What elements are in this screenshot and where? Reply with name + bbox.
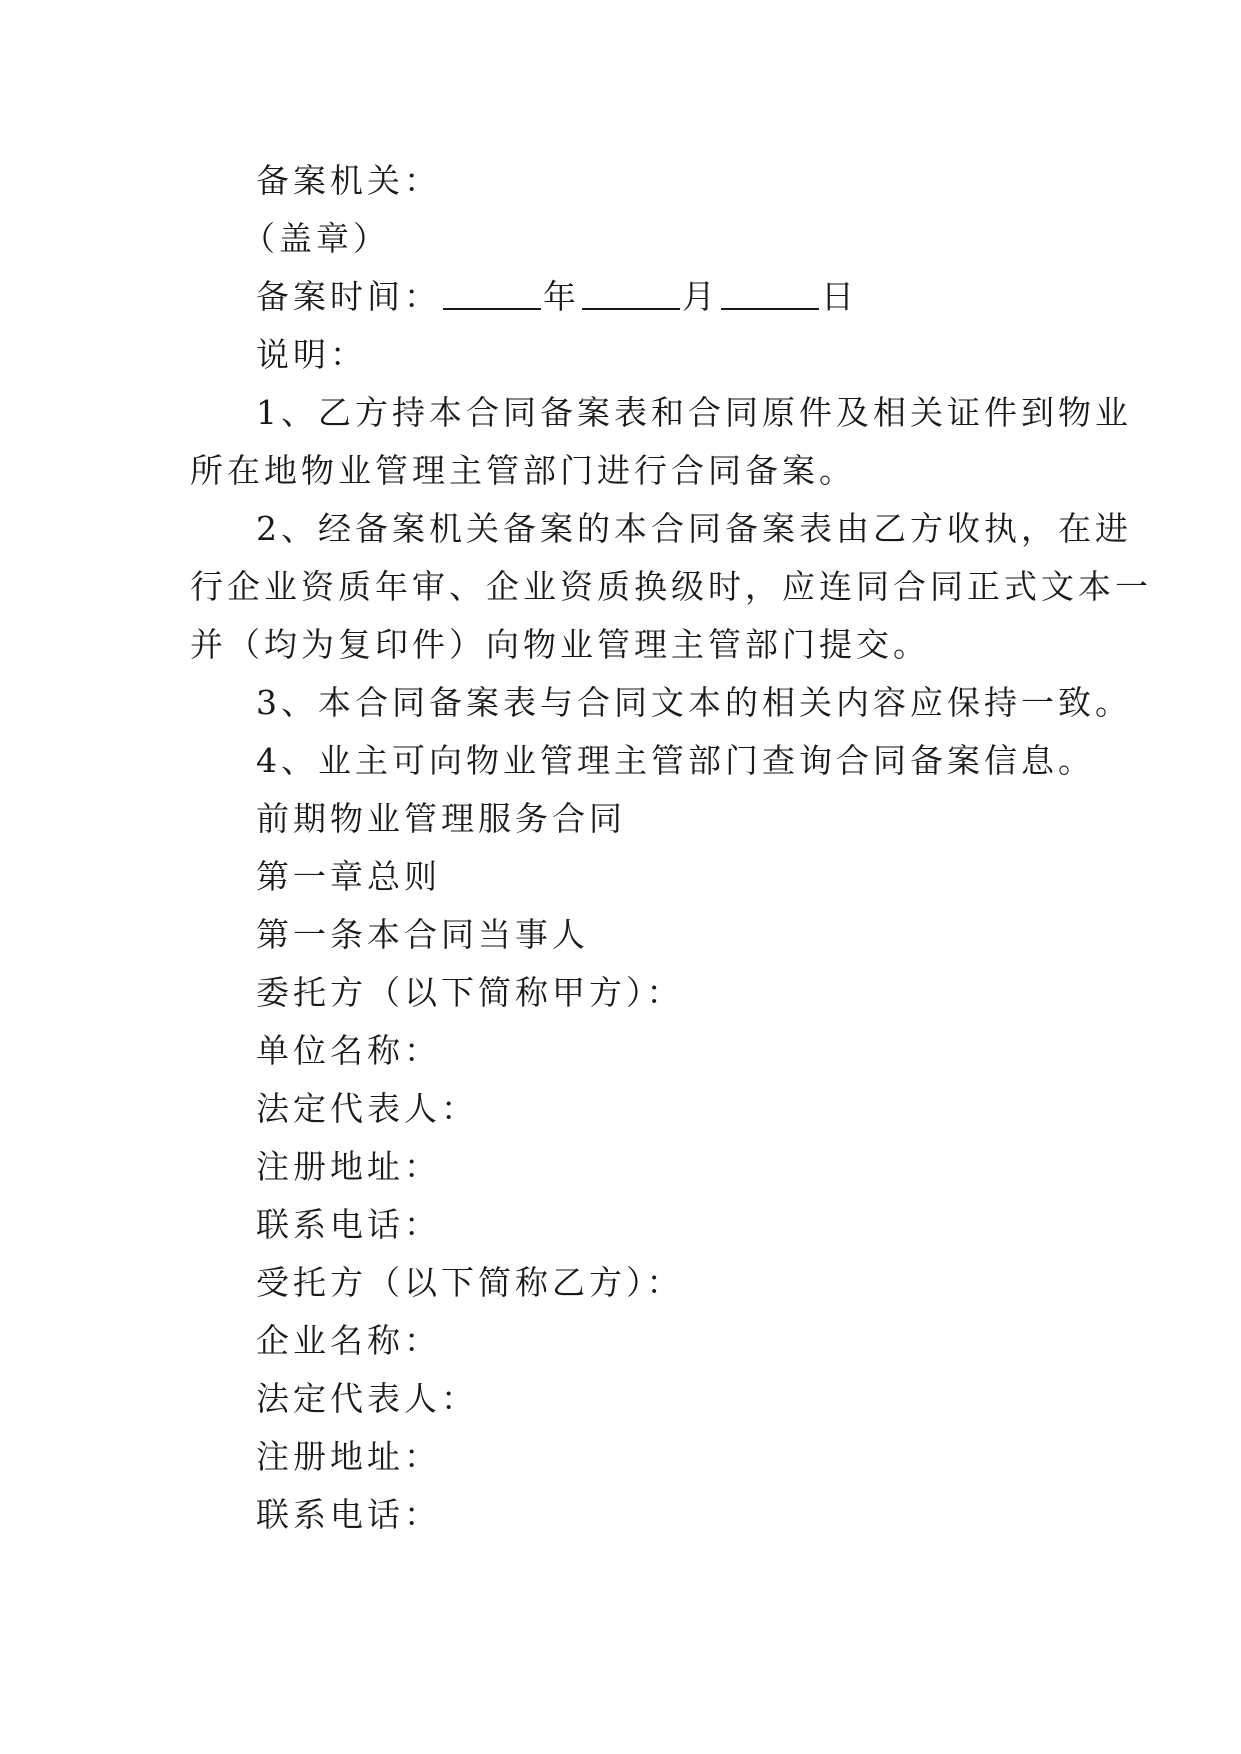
- seal-label: （盖章）: [242, 219, 390, 258]
- party-a-legal-rep: 法定代表人：: [256, 1089, 478, 1128]
- chapter-heading: 第一章总则: [256, 857, 441, 896]
- note-item-1-line-2: 所在地物业管理主管部门进行合同备案。: [190, 451, 856, 490]
- day-blank: [721, 278, 819, 310]
- party-b-address: 注册地址：: [256, 1437, 441, 1476]
- note-item-3: [190, 674, 1132, 732]
- filing-time-line: [190, 268, 1050, 326]
- day-label: 日: [821, 277, 858, 316]
- document-body: [190, 152, 1152, 1544]
- month-blank: [582, 278, 680, 310]
- party-a-heading: 委托方（以下简称甲方）：: [256, 973, 684, 1012]
- party-a-address: 注册地址：: [256, 1147, 441, 1186]
- note-item-3-line-1: 3、本合同备案表与合同文本的相关内容应保持一致。: [256, 683, 1132, 722]
- party-a-unit-name: 单位名称：: [256, 1031, 441, 1070]
- note-item-4: [190, 732, 1095, 790]
- month-label: 月: [682, 277, 719, 316]
- notes-heading: 说明：: [256, 335, 367, 374]
- year-blank: [443, 278, 541, 310]
- party-a-phone: 联系电话：: [256, 1205, 441, 1244]
- article-heading: 第一条本合同当事人: [256, 915, 589, 954]
- party-b-company-name: 企业名称：: [256, 1321, 441, 1360]
- party-b-heading: 受托方（以下简称乙方）：: [256, 1263, 684, 1302]
- contract-title: 前期物业管理服务合同: [256, 799, 626, 838]
- note-item-2-line-3: 并（均为复印件）向物业管理主管部门提交。: [190, 625, 930, 664]
- note-item-2: [190, 500, 1152, 674]
- party-b-phone: 联系电话：: [256, 1495, 441, 1534]
- party-b-legal-rep: 法定代表人：: [256, 1379, 478, 1418]
- note-item-1-line-1: 1、乙方持本合同备案表和合同原件及相关证件到物业: [256, 393, 1132, 432]
- filing-time-label: 备案时间：: [256, 277, 441, 316]
- note-item-2-line-1: 2、经备案机关备案的本合同备案表由乙方收执，在进: [256, 509, 1132, 548]
- note-item-1: [190, 384, 1132, 500]
- year-label: 年: [543, 277, 580, 316]
- filing-authority-label: 备案机关：: [256, 161, 441, 200]
- note-item-4-line-1: 4、业主可向物业管理主管部门查询合同备案信息。: [256, 741, 1095, 780]
- note-item-2-line-2: 行企业资质年审、企业资质换级时，应连同合同正式文本一: [190, 567, 1152, 606]
